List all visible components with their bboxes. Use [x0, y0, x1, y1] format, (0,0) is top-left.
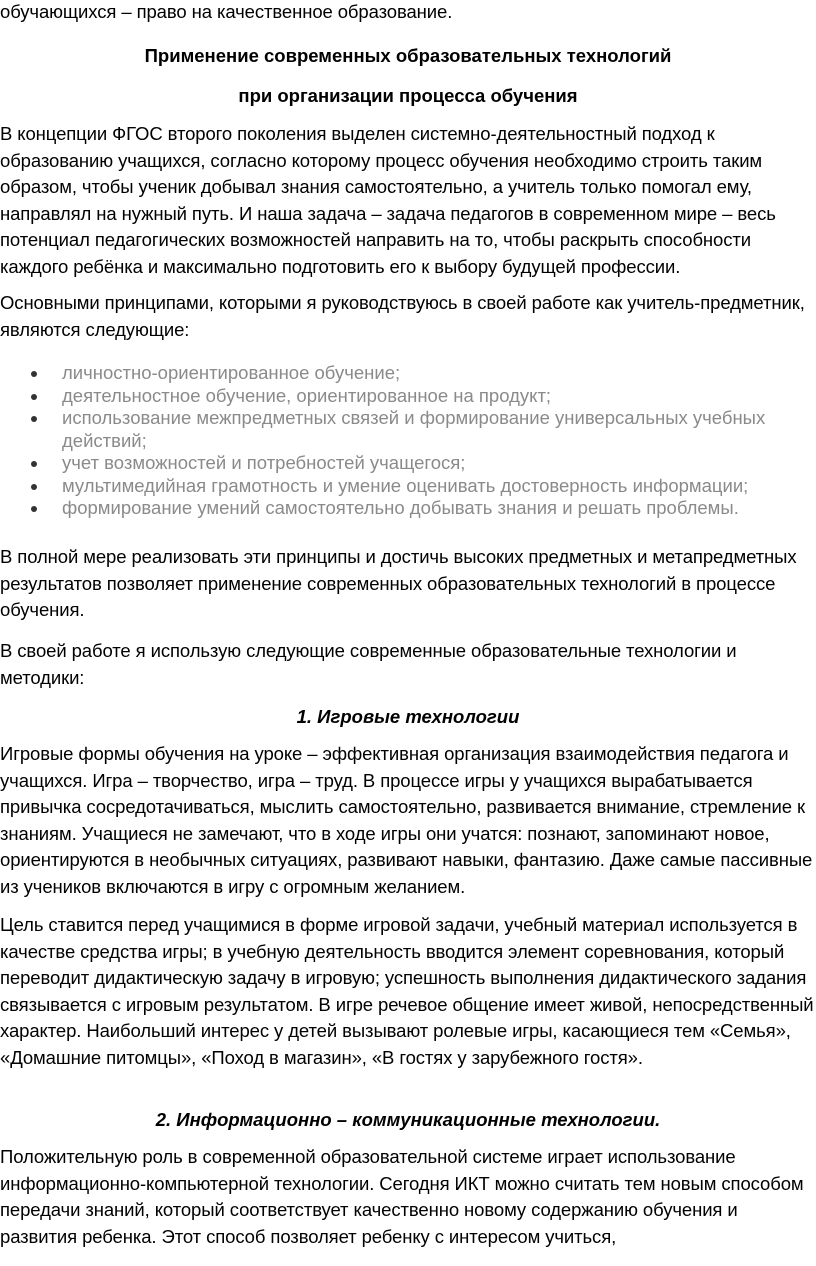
paragraph-principles-intro: Основными принципами, которыми я руководствуюсь в своей работе как учитель-предметник, являются следующие: — [0, 292, 805, 340]
list-item — [0, 362, 816, 385]
paragraph-fgos: В концепции ФГОС второго поколения выделен системно-деятельностный подход к образованию учащихся, согласно которому процесс обучения необходимо строить таким образом, чтобы ученик добывал знания самостоятельно, а учитель только помогал ему, направлял на нужный путь. И наша задача – задача педагогов в современном мире – весь потенциал педагогических возможностей направить на то, чтобы раскрыть способности каждого ребёнка и максимально подготовить его к выбору будущей профессии. — [0, 123, 776, 277]
bullet-icon — [31, 461, 37, 467]
paragraph-game-forms: Игровые формы обучения на уроке – эффективная организация взаимодействия педагога и учащихся. Игра – творчество, игра – труд. В процессе игры у учащихся вырабатывается привычка сосредотачиваться, мыслить самостоятельно, развивается внимание, стремление к знаниям. Учащиеся не замечают, что в ходе игры они учатся: познают, запоминают новое, ориентируются в необычных ситуациях, развивают навыки, фантазию. Даже самые пассивные из учеников включаются в игру с огромным желанием. — [0, 743, 813, 897]
paragraph-game-goal: Цель ставится перед учащимися в форме игровой задачи, учебный материал используется в качестве средства игры; в учебную деятельность вводится элемент соревнования, который переводит дидактическую задачу в игровую; успешность выполнения дидактического задания связывается с игровым результатом. В игре речевое общение имеет живой, непосредственный характер. Наибольший интерес у детей вызывают ролевые игры, касающиеся тем «Семья», «Домашние питомцы», «Поход в магазин», «В гостях у зарубежного гостя». — [0, 914, 814, 1068]
bullet-icon — [31, 394, 37, 400]
principles-list — [0, 362, 816, 520]
heading-ict: 2. Информационно – коммуникационные технологии. — [155, 1109, 661, 1130]
list-item-text: личностно-ориентированное обучение; — [62, 362, 401, 383]
list-item-text: учет возможностей и потребностей учащегося; — [62, 452, 466, 473]
bullet-icon — [31, 506, 37, 512]
list-item — [0, 407, 816, 452]
heading-game-technologies: 1. Игровые технологии — [296, 706, 520, 727]
top-line-text: обучающихся – право на качественное образование. — [0, 1, 453, 22]
list-item-text: мультимедийная грамотность и умение оценивать достоверность информации; — [62, 474, 749, 496]
list-item — [0, 452, 816, 475]
list-item-text: деятельностное обучение, ориентированное на продукт; — [62, 384, 552, 406]
list-item — [0, 385, 816, 408]
bullet-icon — [31, 484, 37, 490]
paragraph-my-work: В своей работе я использую следующие современные образовательные технологии и методики: — [0, 640, 737, 688]
section-title-line-2: при организации процесса обучения — [238, 85, 578, 106]
paragraph-ict: Положительную роль в современной образовательной системе играет использование информационно-компьютерной технологии. Сегодня ИКТ можно считать тем новым способом передачи знаний, который соответствует качественно новому содержанию обучения и развития ребенка. Этот способ позволяет ребенку с интересом учиться, — [0, 1146, 804, 1247]
list-item — [0, 475, 816, 498]
list-item-text: использование межпредметных связей и формирование универсальных учебных действий; — [62, 407, 766, 451]
list-item-text: формирование умений самостоятельно добывать знания и решать проблемы. — [62, 497, 739, 518]
section-title-line-1: Применение современных образовательных технологий — [144, 45, 672, 66]
paragraph-full-measure: В полной мере реализовать эти принципы и достичь высоких предметных и метапредметных результатов позволяет применение современных образовательных технологий в процессе обучения. — [0, 546, 797, 620]
bullet-icon — [31, 416, 37, 422]
bullet-icon — [31, 371, 37, 377]
list-item — [0, 497, 816, 520]
